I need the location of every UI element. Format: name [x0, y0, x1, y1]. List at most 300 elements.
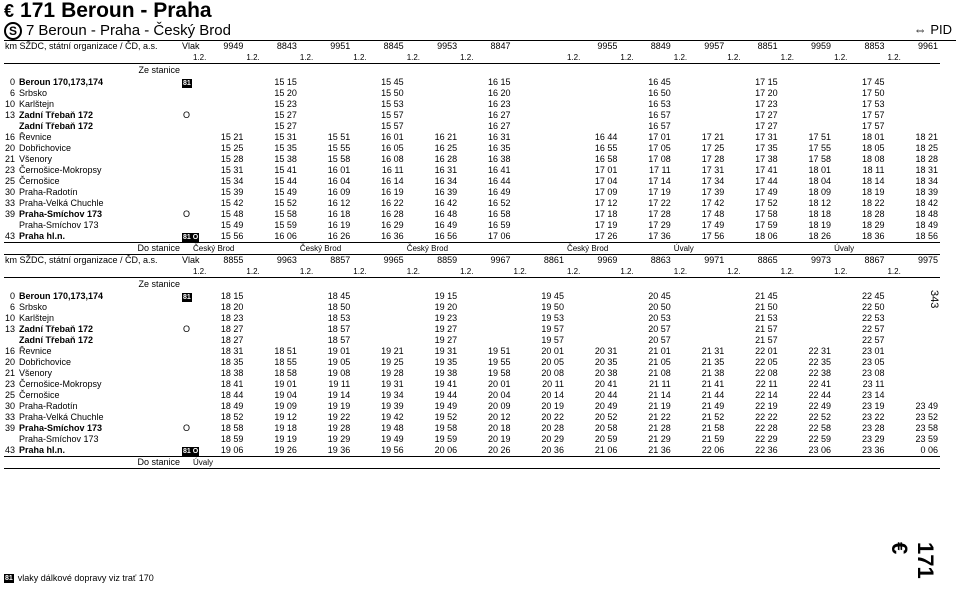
departure-time: 19 57 [541, 323, 564, 334]
departure-time [780, 324, 833, 335]
station-name: Praha-Smíchov 173 [19, 219, 99, 230]
departure-time: 17 50 [861, 87, 885, 98]
departure-time: 17 55 [808, 142, 832, 153]
station-mark-badge: 81 O [183, 447, 199, 455]
departure-time [192, 88, 245, 99]
departure-time: 19 45 [541, 290, 564, 301]
departure-time: 18 23 [220, 312, 244, 323]
station-name: Dobřichovice [19, 356, 72, 367]
departure-time: 19 57 [541, 334, 564, 345]
spacer [566, 64, 619, 77]
departure-time: 16 49 [488, 186, 511, 197]
departure-time: 19 31 [434, 345, 458, 356]
departure-time: 16 15 [488, 76, 511, 87]
departure-time: 17 23 [755, 98, 778, 109]
spacer [513, 278, 566, 291]
departure-time: 18 06 [755, 230, 778, 241]
ze-stanice-label: Ze stanice [138, 278, 180, 289]
destination-row [4, 456, 940, 468]
km-value: 23 [5, 164, 16, 175]
departure-time [299, 88, 352, 99]
departure-time [459, 324, 512, 335]
departure-time [513, 110, 566, 121]
departure-time: 21 57 [755, 323, 778, 334]
station-mark [181, 121, 192, 132]
station-mark-badge: O [182, 208, 190, 219]
destination-name [886, 242, 940, 254]
train-number: 9951 [330, 41, 351, 51]
departure-time: 20 09 [488, 400, 511, 411]
departure-time: 16 23 [488, 98, 511, 109]
departure-time: 21 08 [648, 367, 671, 378]
station-name: Srbsko [19, 301, 48, 312]
departure-time: 22 01 [755, 345, 778, 356]
spacer [780, 278, 833, 291]
departure-time: 16 44 [488, 175, 511, 186]
departure-time: 19 39 [381, 400, 404, 411]
departure-time: 20 28 [541, 422, 564, 433]
departure-time: 19 09 [274, 400, 297, 411]
departure-time [513, 88, 566, 99]
departure-time: 18 39 [915, 186, 938, 197]
departure-time: 17 49 [755, 186, 778, 197]
departure-time: 16 44 [594, 131, 618, 142]
departure-time: 17 34 [701, 175, 725, 186]
departure-time: 15 50 [381, 87, 404, 98]
departure-time: 19 55 [488, 356, 511, 367]
departure-time [886, 121, 940, 132]
departure-time: 16 22 [381, 197, 404, 208]
train-number: 9969 [597, 255, 618, 265]
departure-time: 19 58 [434, 422, 458, 433]
departure-time: 17 41 [755, 164, 778, 175]
departure-time: 19 20 [434, 301, 458, 312]
km-value: 13 [5, 109, 16, 120]
departure-time: 18 09 [808, 186, 832, 197]
departure-time: 16 26 [327, 230, 351, 241]
departure-time [886, 379, 940, 390]
departure-time: 17 38 [755, 153, 778, 164]
departure-time: 15 48 [220, 208, 244, 219]
spacer [245, 64, 298, 77]
departure-time: 21 11 [648, 378, 671, 389]
departure-time: 20 26 [488, 444, 511, 455]
departure-time: 20 01 [488, 378, 511, 389]
departure-time: 23 36 [861, 444, 885, 455]
departure-time: 20 57 [648, 323, 671, 334]
departure-time: 16 58 [594, 153, 618, 164]
destination-name [673, 456, 726, 468]
departure-time: 19 04 [274, 389, 297, 400]
departure-time: 19 28 [381, 367, 404, 378]
departure-time: 18 29 [861, 219, 885, 230]
departure-time: 23 01 [861, 345, 885, 356]
departure-time: 15 31 [220, 164, 244, 175]
station-mark-badge: 81 O [183, 233, 199, 241]
station-row [4, 357, 940, 368]
departure-time: 19 59 [434, 433, 458, 444]
km-value [4, 121, 18, 132]
departure-time: 18 59 [220, 433, 244, 444]
destination-name [780, 242, 833, 254]
destination-name: Český Brod [566, 242, 619, 254]
departure-time: 19 08 [327, 367, 351, 378]
departure-time [299, 77, 352, 88]
spacer [352, 278, 405, 291]
ze-stanice-label: Ze stanice [138, 64, 180, 75]
departure-time: 15 53 [381, 98, 404, 109]
departure-time: 16 05 [381, 142, 404, 153]
departure-time [245, 302, 298, 313]
departure-time: 17 44 [755, 175, 778, 186]
departure-time: 19 38 [434, 367, 458, 378]
timetable-block-2 [4, 255, 940, 469]
station-name: Dobřichovice [19, 142, 72, 153]
km-value: 6 [9, 87, 15, 98]
departure-time: 20 44 [594, 389, 618, 400]
departure-time: 17 04 [594, 175, 618, 186]
operating-days: 1.2. [886, 52, 940, 64]
departure-time: 18 26 [808, 230, 832, 241]
station-row [4, 143, 940, 154]
station-mark [181, 176, 192, 187]
departure-time: 15 57 [381, 109, 404, 120]
departure-time [566, 99, 619, 110]
departure-time: 15 38 [274, 153, 297, 164]
departure-time: 17 58 [755, 208, 778, 219]
departure-time [673, 302, 726, 313]
destination-name [780, 456, 833, 468]
station-mark [181, 379, 192, 390]
operating-days: 1.2. [459, 52, 512, 64]
operating-days: 1.2. [299, 266, 352, 278]
spacer [833, 278, 886, 291]
departure-time: 20 45 [648, 290, 671, 301]
departure-time: 19 31 [381, 378, 404, 389]
departure-time [886, 390, 940, 401]
departure-time [566, 291, 619, 302]
departure-time: 18 45 [327, 290, 351, 301]
departure-time [513, 231, 566, 243]
spacer [192, 278, 245, 291]
departure-time: 19 49 [381, 433, 404, 444]
station-name: Zadní Třebaň 172 [19, 323, 94, 334]
station-row [4, 423, 940, 434]
departure-time: 16 28 [381, 208, 404, 219]
spacer [833, 64, 886, 77]
station-mark [181, 132, 192, 143]
departure-time: 19 22 [327, 411, 351, 422]
destination-name [833, 456, 886, 468]
departure-time [673, 99, 726, 110]
departure-time [566, 110, 619, 121]
departure-time: 20 49 [594, 400, 618, 411]
departure-time: 17 28 [648, 208, 671, 219]
departure-time: 16 14 [381, 175, 404, 186]
departure-time: 21 22 [648, 411, 671, 422]
departure-time [459, 313, 512, 324]
departure-time: 19 19 [327, 400, 351, 411]
station-row [4, 88, 940, 99]
departure-time: 17 58 [808, 153, 832, 164]
station-row [4, 198, 940, 209]
train-number: 9961 [917, 41, 938, 51]
departure-time: 22 45 [861, 290, 885, 301]
departure-time: 20 08 [541, 367, 564, 378]
departure-time: 17 27 [755, 120, 778, 131]
departure-time: 22 35 [808, 356, 832, 367]
spacer [513, 64, 566, 77]
departure-time: 15 45 [381, 76, 404, 87]
departure-time: 16 48 [434, 208, 458, 219]
departure-time: 18 19 [808, 219, 832, 230]
departure-time [886, 77, 940, 88]
departure-time: 17 31 [755, 131, 778, 142]
departure-time: 18 31 [220, 345, 244, 356]
station-row [4, 220, 940, 231]
station-mark [181, 154, 192, 165]
operating-days: 1.2. [566, 266, 619, 278]
operating-days: 1.2. [513, 266, 566, 278]
train-number: 9955 [597, 41, 618, 51]
departure-time [513, 154, 566, 165]
km-value: 13 [5, 323, 16, 334]
spacer [299, 64, 352, 77]
train-number: 8863 [650, 255, 671, 265]
departure-time: 18 08 [861, 153, 885, 164]
train-number: 9963 [276, 255, 297, 265]
departure-time [780, 77, 833, 88]
spacer [459, 278, 512, 291]
departure-time: 20 36 [541, 444, 564, 455]
destination-name [513, 242, 566, 254]
departure-time: 22 08 [755, 367, 778, 378]
departure-time: 16 19 [381, 186, 404, 197]
departure-time [673, 121, 726, 132]
departure-time: 18 01 [861, 131, 885, 142]
departure-time: 22 19 [755, 400, 778, 411]
station-mark [181, 231, 199, 243]
departure-time: 16 31 [434, 164, 458, 175]
departure-time: 21 35 [701, 356, 725, 367]
train-number: 8845 [383, 41, 404, 51]
departure-time: 19 52 [434, 411, 458, 422]
departure-time: 22 49 [808, 400, 832, 411]
departure-time: 19 18 [274, 422, 297, 433]
station-mark [181, 368, 192, 379]
station-mark [181, 412, 192, 423]
departure-time: 21 38 [701, 367, 725, 378]
km-value [4, 434, 18, 445]
departure-time: 18 22 [861, 197, 885, 208]
departure-time [352, 313, 405, 324]
departure-time [566, 335, 619, 346]
departure-time [780, 313, 833, 324]
operating-days: 1.2. [245, 52, 298, 64]
departure-time [406, 110, 459, 121]
departure-time: 18 44 [220, 389, 244, 400]
departure-time: 21 19 [648, 400, 671, 411]
station-row [4, 291, 940, 302]
station-row [4, 368, 940, 379]
timetable [4, 41, 940, 255]
line-number: 171 [20, 0, 56, 22]
station-mark [181, 77, 192, 88]
destination-name [245, 456, 298, 468]
departure-time: 16 11 [381, 164, 404, 175]
spacer [352, 64, 405, 77]
footer-note [4, 573, 154, 583]
departure-time: 17 08 [648, 153, 671, 164]
train-icon: € [4, 1, 15, 21]
departure-time: 18 15 [220, 290, 244, 301]
departure-time [459, 291, 512, 302]
km-value: 0 [9, 76, 15, 87]
destination-name [299, 456, 352, 468]
departure-time: 21 29 [648, 433, 671, 444]
do-stanice-label: Do stanice [18, 456, 181, 468]
destination-name: Úvaly [673, 242, 726, 254]
departure-time: 18 25 [915, 142, 938, 153]
route-subtitle [4, 22, 956, 40]
operating-days: 1.2. [619, 266, 672, 278]
departure-time [566, 313, 619, 324]
departure-time: 23 29 [861, 433, 885, 444]
operator-label: km SŽDC, státní organizace / ČD, a.s. [5, 255, 158, 265]
departure-time: 16 49 [434, 219, 458, 230]
departure-time: 15 27 [274, 109, 297, 120]
station-mark [181, 313, 192, 324]
station-name: Černošice [19, 389, 60, 400]
station-mark [181, 198, 192, 209]
departure-time: 17 15 [755, 76, 778, 87]
km-value [4, 220, 18, 231]
departure-time: 15 51 [327, 131, 351, 142]
station-mark [181, 445, 199, 457]
spacer [886, 64, 940, 77]
destination-name [619, 242, 672, 254]
departure-time: 20 58 [594, 422, 618, 433]
destination-name: Český Brod [192, 242, 245, 254]
departure-time: 16 08 [381, 153, 404, 164]
footer-text: vlaky dálkové dopravy viz trať 170 [17, 573, 154, 583]
spacer [181, 242, 192, 254]
departure-time: 19 14 [327, 389, 351, 400]
station-row [4, 324, 940, 335]
departure-time: 22 31 [808, 345, 832, 356]
departure-time [780, 99, 833, 110]
station-row [4, 379, 940, 390]
departure-time: 22 06 [701, 444, 725, 455]
spacer [780, 64, 833, 77]
departure-time [513, 132, 566, 143]
timetable [4, 255, 940, 469]
operator-label: km SŽDC, státní organizace / ČD, a.s. [5, 41, 158, 51]
departure-time: 17 22 [648, 197, 671, 208]
departure-time [406, 77, 459, 88]
departure-time: 15 25 [220, 142, 244, 153]
departure-time [673, 77, 726, 88]
departure-time: 17 14 [648, 175, 671, 186]
departure-time [245, 324, 298, 335]
station-row [4, 231, 940, 243]
station-name: Řevnice [19, 345, 52, 356]
departure-time: 23 05 [861, 356, 885, 367]
departure-time [673, 88, 726, 99]
departure-time: 16 50 [648, 87, 671, 98]
departure-time: 20 11 [542, 378, 564, 389]
departure-time: 17 25 [701, 142, 725, 153]
departure-time: 22 59 [808, 433, 832, 444]
destination-name [726, 456, 779, 468]
departure-time [886, 88, 940, 99]
train-number: 9975 [917, 255, 938, 265]
departure-time [299, 110, 352, 121]
departure-time: 19 27 [434, 334, 458, 345]
departure-time [780, 88, 833, 99]
operating-days: 1.2. [352, 52, 405, 64]
train-number: 9957 [704, 41, 725, 51]
departure-time: 23 28 [861, 422, 885, 433]
km-value: 20 [5, 356, 16, 367]
departure-time [513, 176, 566, 187]
departure-time: 16 04 [327, 175, 351, 186]
departure-time: 18 18 [808, 208, 832, 219]
train-number: 8859 [437, 255, 458, 265]
train-number-row [4, 255, 940, 266]
departure-time [780, 291, 833, 302]
timetable-header [4, 0, 956, 40]
route-code: 7 [26, 22, 35, 39]
departure-time [192, 121, 245, 132]
train-number: 9965 [383, 255, 404, 265]
destination-name [513, 456, 566, 468]
departure-time: 19 01 [327, 345, 351, 356]
destination-name [352, 242, 405, 254]
departure-time: 18 35 [220, 356, 244, 367]
departure-time [673, 335, 726, 346]
station-row [4, 77, 940, 88]
departure-time: 18 34 [915, 175, 938, 186]
from-station-row [4, 64, 940, 77]
departure-time: 18 58 [274, 367, 297, 378]
operating-days: 1.2. [780, 52, 833, 64]
km-value: 43 [5, 444, 16, 455]
symbols-row [4, 52, 940, 64]
departure-time: 18 48 [915, 208, 938, 219]
departure-time: 21 59 [701, 433, 725, 444]
departure-time: 17 01 [648, 131, 671, 142]
departure-time: 15 57 [381, 120, 404, 131]
departure-time: 23 19 [861, 400, 885, 411]
station-mark [181, 357, 192, 368]
departure-time: 19 05 [327, 356, 351, 367]
departure-time: 18 57 [327, 334, 351, 345]
destination-name [406, 456, 459, 468]
departure-time: 20 57 [648, 334, 671, 345]
station-row [4, 445, 940, 457]
departure-time: 17 35 [755, 142, 778, 153]
station-name: Praha-Radotín [19, 400, 78, 411]
departure-time [299, 121, 352, 132]
operating-days: 1.2. [886, 266, 940, 278]
departure-time: 15 58 [274, 208, 297, 219]
departure-time: 17 52 [755, 197, 778, 208]
departure-time: 16 36 [381, 230, 404, 241]
departure-time: 20 12 [488, 411, 511, 422]
km-value: 10 [5, 98, 16, 109]
operating-days: 1.2. [406, 52, 459, 64]
